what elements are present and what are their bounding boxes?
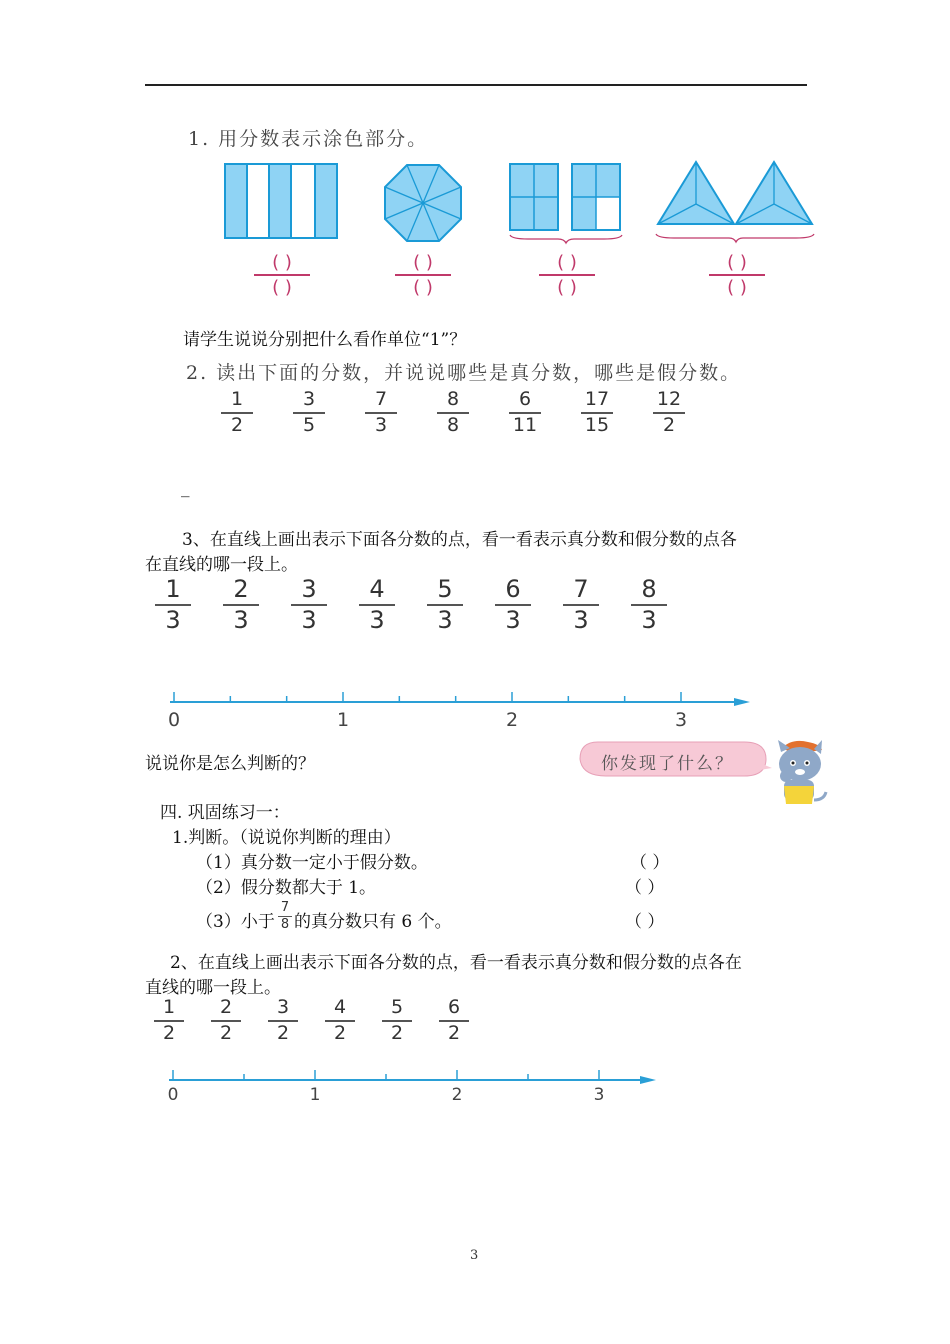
denominator: 2 bbox=[162, 1021, 176, 1044]
numerator: 6 bbox=[447, 996, 461, 1018]
inline-fraction bbox=[278, 901, 292, 931]
fraction bbox=[223, 577, 259, 633]
bubble-text: 你发现了什么？ bbox=[601, 754, 734, 774]
numerator: 3 bbox=[301, 575, 317, 603]
judge-item-2: （2）假分数都大于 1。 bbox=[196, 878, 377, 898]
numerator: 1 bbox=[165, 575, 181, 603]
blank-denominator: ( ) bbox=[413, 276, 433, 298]
denominator: 2 bbox=[390, 1021, 404, 1044]
denominator: 5 bbox=[302, 413, 316, 436]
fraction bbox=[563, 577, 599, 633]
axis-tick-label: 2 bbox=[505, 709, 519, 731]
axis-arrow-icon bbox=[734, 698, 750, 706]
fraction bbox=[268, 998, 298, 1044]
answer-blank-4[interactable] bbox=[709, 252, 765, 298]
denominator: 3 bbox=[641, 606, 657, 635]
fraction bbox=[293, 390, 325, 436]
q3-line1: 3、在直线上画出表示下面各分数的点，看一看表示真分数和假分数的点各 bbox=[182, 530, 737, 550]
axis-tick-label: 1 bbox=[336, 709, 350, 731]
blank-numerator: ( ) bbox=[727, 252, 747, 273]
judge-heading: 1.判断。（说说你判断的理由） bbox=[172, 828, 401, 848]
page-number: 3 bbox=[470, 1248, 479, 1263]
numerator: 5 bbox=[390, 996, 404, 1018]
s4-q2-line2: 直线的哪一段上。 bbox=[145, 978, 281, 998]
answer-blank-3[interactable] bbox=[539, 252, 595, 298]
denominator: 3 bbox=[437, 606, 453, 635]
numerator: 4 bbox=[369, 575, 385, 603]
numerator: 5 bbox=[437, 575, 453, 603]
fraction bbox=[437, 390, 469, 436]
fraction bbox=[382, 998, 412, 1044]
fraction bbox=[291, 577, 327, 633]
judge-paren-3[interactable]: （ ） bbox=[625, 912, 665, 932]
numerator: 7 bbox=[280, 900, 290, 915]
q2-heading: 2. 读出下面的分数，并说说哪些是真分数，哪些是假分数。 bbox=[186, 362, 742, 384]
cat-mascot-icon bbox=[764, 736, 830, 808]
fraction bbox=[653, 390, 685, 436]
number-line-halves bbox=[150, 1066, 670, 1106]
numerator: 8 bbox=[446, 388, 460, 410]
section4-title: 四. 巩固练习一： bbox=[160, 803, 290, 823]
q1-prompt: 请学生说说分别把什么看作单位“1”？ bbox=[183, 330, 467, 350]
axis-tick-label: 3 bbox=[593, 1085, 605, 1105]
octagon-figure bbox=[383, 163, 463, 243]
fraction bbox=[631, 577, 667, 633]
denominator: 3 bbox=[233, 606, 249, 635]
judge-paren-2[interactable]: （ ） bbox=[625, 878, 665, 898]
numerator: 2 bbox=[219, 996, 233, 1018]
triangles-figure bbox=[654, 160, 816, 242]
q3-line2: 在直线的哪一段上。 bbox=[145, 555, 298, 575]
numerator: 12 bbox=[656, 388, 682, 410]
denominator: 3 bbox=[374, 413, 388, 436]
denominator: 3 bbox=[369, 606, 385, 635]
denominator: 2 bbox=[333, 1021, 347, 1044]
fraction bbox=[221, 390, 253, 436]
blank-denominator: ( ) bbox=[557, 276, 577, 298]
fraction bbox=[325, 998, 355, 1044]
fraction bbox=[154, 998, 184, 1044]
denominator: 3 bbox=[573, 606, 589, 635]
numerator: 2 bbox=[233, 575, 249, 603]
axis-tick-label: 2 bbox=[451, 1085, 463, 1105]
denominator: 3 bbox=[165, 606, 181, 635]
rect-figure bbox=[224, 163, 340, 239]
denominator: 3 bbox=[301, 606, 317, 635]
fraction bbox=[359, 577, 395, 633]
numerator: 3 bbox=[302, 388, 316, 410]
fraction bbox=[365, 390, 397, 436]
blank-denominator: ( ) bbox=[272, 276, 292, 298]
numerator: 6 bbox=[505, 575, 521, 603]
answer-blank-1[interactable] bbox=[254, 252, 310, 298]
fraction bbox=[509, 390, 541, 436]
fraction bbox=[439, 998, 469, 1044]
denominator: 2 bbox=[219, 1021, 233, 1044]
denominator: 8 bbox=[446, 413, 460, 436]
s4-q2-line1: 2、在直线上画出表示下面各分数的点，看一看表示真分数和假分数的点各在 bbox=[170, 953, 742, 973]
axis-tick-label: 3 bbox=[674, 709, 688, 731]
denominator: 8 bbox=[280, 916, 290, 932]
fraction bbox=[581, 390, 613, 436]
q3-ask: 说说你是怎么判断的？ bbox=[145, 754, 315, 774]
blank-denominator: ( ) bbox=[727, 276, 747, 298]
answer-blank-2[interactable] bbox=[395, 252, 451, 298]
numerator: 4 bbox=[333, 996, 347, 1018]
blank-numerator: ( ) bbox=[557, 252, 577, 273]
judge-paren-1[interactable]: （ ） bbox=[630, 853, 670, 873]
judge-item-3a: （3）小于 bbox=[196, 912, 275, 932]
judge-item-3b: 的真分数只有 6 个。 bbox=[294, 912, 452, 932]
denominator: 15 bbox=[584, 413, 610, 436]
numerator: 17 bbox=[584, 388, 610, 410]
numerator: 6 bbox=[518, 388, 532, 410]
blank-numerator: ( ) bbox=[413, 252, 433, 273]
numerator: 7 bbox=[374, 388, 388, 410]
denominator: 2 bbox=[662, 413, 676, 436]
fraction bbox=[495, 577, 531, 633]
denominator: 2 bbox=[230, 413, 244, 436]
numerator: 1 bbox=[162, 996, 176, 1018]
axis-arrow-icon bbox=[640, 1076, 656, 1084]
numerator: 8 bbox=[641, 575, 657, 603]
q1-heading: 1. 用分数表示涂色部分。 bbox=[188, 128, 429, 150]
axis-tick-label: 0 bbox=[167, 1085, 179, 1105]
judge-item-1: （1）真分数一定小于假分数。 bbox=[196, 853, 428, 873]
numerator: 7 bbox=[573, 575, 589, 603]
numerator: 3 bbox=[276, 996, 290, 1018]
axis-tick-label: 1 bbox=[309, 1085, 321, 1105]
squares-figure bbox=[508, 163, 624, 243]
denominator: 2 bbox=[276, 1021, 290, 1044]
denominator: 3 bbox=[505, 606, 521, 635]
stray-mark: _ bbox=[181, 478, 190, 498]
denominator: 2 bbox=[447, 1021, 461, 1044]
numerator: 1 bbox=[230, 388, 244, 410]
fraction bbox=[427, 577, 463, 633]
number-line-thirds bbox=[150, 688, 760, 732]
top-rule bbox=[145, 84, 807, 86]
fraction bbox=[211, 998, 241, 1044]
fraction bbox=[155, 577, 191, 633]
axis-tick-label: 0 bbox=[167, 709, 181, 731]
denominator: 11 bbox=[512, 413, 538, 436]
blank-numerator: ( ) bbox=[272, 252, 292, 273]
